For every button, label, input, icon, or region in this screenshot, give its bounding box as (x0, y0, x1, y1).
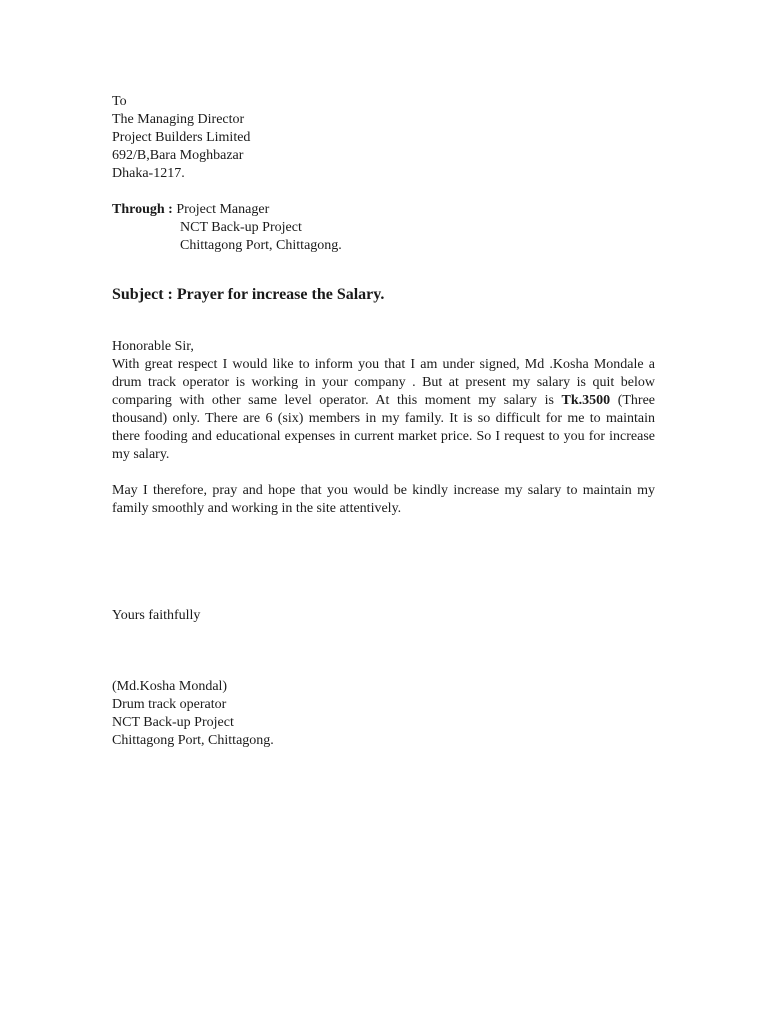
subject-line (112, 284, 655, 306)
through-line-1: Project Manager (176, 202, 270, 217)
salary-amount: Tk.3500 (561, 393, 611, 408)
recipient-title: The Managing Director (112, 112, 245, 127)
sender-role: Drum track operator (112, 697, 227, 712)
sender-location: Chittagong Port, Chittagong. (112, 733, 274, 748)
recipient-city: Dhaka-1217. (112, 166, 185, 181)
recipient-company: Project Builders Limited (112, 130, 251, 145)
through-lines (176, 201, 269, 219)
recipient-street: 692/B,Bara Moghbazar (112, 148, 244, 163)
closing: Yours faithfully (112, 608, 201, 623)
through-block (112, 201, 655, 219)
salutation: Honorable Sir, (112, 339, 194, 354)
sender-block (112, 678, 655, 750)
through-line-2: NCT Back-up Project (180, 220, 302, 235)
subject-text: Prayer for increase the Salary. (176, 286, 385, 303)
through-label: Through : (112, 202, 177, 217)
body-p1-before: With great respect I would like to inform you that I am under signed, Md .Kosha Mondale a drum track operator is working in your company . But at present my salary is quit below comparing with other same level operator. At this moment my salary is (112, 357, 655, 408)
body-paragraph-1 (112, 356, 655, 464)
body-paragraph-2: May I therefore, pray and hope that you would be kindly increase my salary to maintain my family smoothly and working in the site attentively. (112, 483, 655, 516)
sender-project: NCT Back-up Project (112, 715, 234, 730)
through-line-3: Chittagong Port, Chittagong. (180, 238, 342, 253)
sender-name: (Md.Kosha Mondal) (112, 679, 228, 694)
recipient-address (112, 93, 655, 183)
subject-label: Subject : (112, 286, 177, 303)
body-p1-after: (Three thousand) only. There are 6 (six) members in my family. It is so difficult for me to maintain there fooding and educational expenses in current market price. So I request to you for increase my salary. (112, 393, 655, 462)
recipient-to: To (112, 94, 127, 109)
letter-page (112, 93, 655, 750)
